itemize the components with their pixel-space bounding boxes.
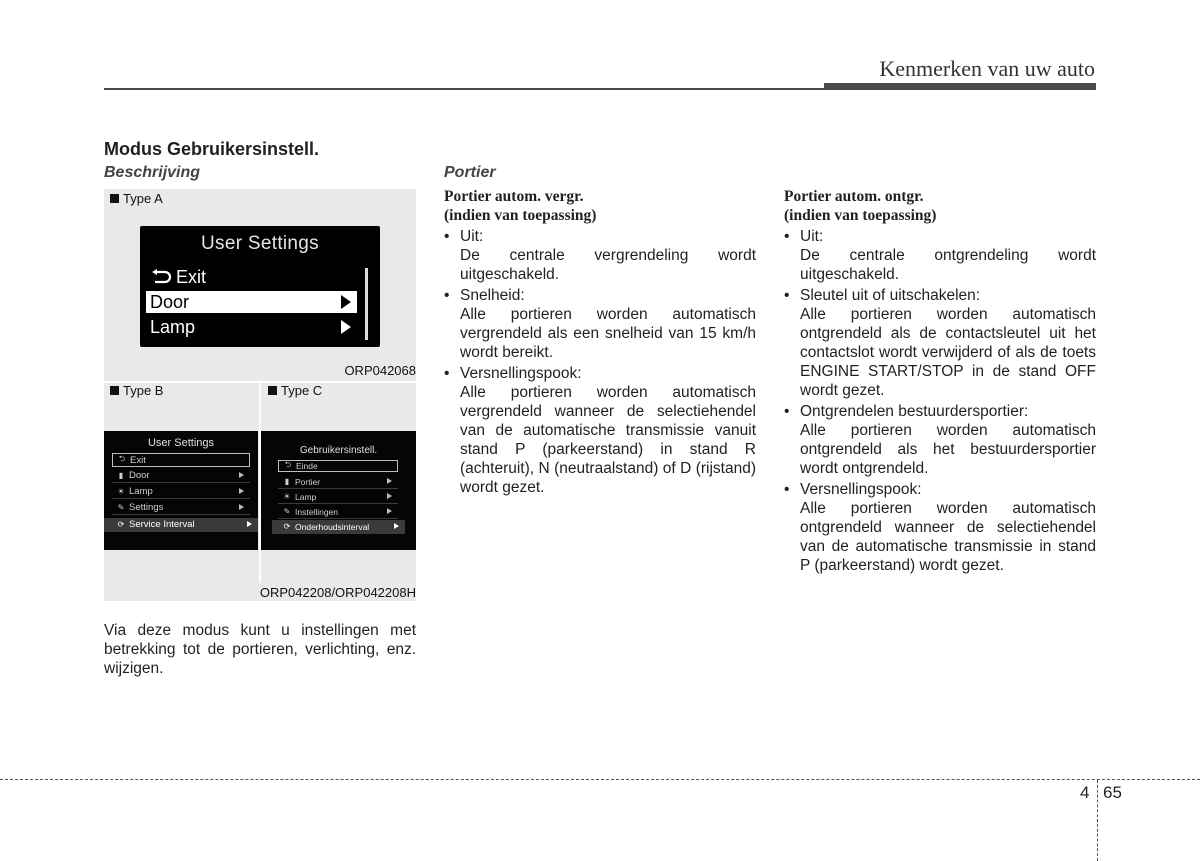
screen-b-menu-lamp-label: Lamp — [129, 486, 153, 497]
chevron-right-icon — [394, 523, 399, 529]
list-item-text: Alle portieren worden automatisch ontgrendeld wanneer de selectiehendel van de automatische transmissie in stand P (parkeerstand) wordt gezet. — [800, 500, 1096, 574]
right-list — [784, 227, 1096, 575]
screen-a-menu-lamp-label: Lamp — [150, 316, 196, 337]
screen-c-menu-lamp — [278, 490, 398, 504]
service-cycle-icon: ⟳ — [283, 522, 291, 531]
list-item-text: Alle portieren worden automatisch vergrendeld als een snelheid van 15 km/h wordt bereikt. — [460, 306, 756, 361]
middle-heading — [444, 187, 756, 225]
figure-c-label — [268, 383, 322, 398]
screen-b-menu-door-label: Door — [129, 470, 150, 481]
right-heading — [784, 187, 1096, 225]
screen-c-menu-lamp-label: Lamp — [295, 491, 317, 502]
list-item-text: Alle portieren worden automatisch ontgrendeld als het bestuurdersportier wordt ontgrendeld. — [800, 422, 1096, 477]
list-item-text: De centrale vergrendeling wordt uitgeschakeld. — [460, 247, 756, 283]
screen-c-menu-onderhoudsinterval — [272, 520, 405, 534]
lamp-icon: ☀ — [283, 492, 291, 501]
screen-a-menu-exit — [146, 266, 357, 288]
middle-list — [444, 227, 756, 497]
figure-b-label-text: Type B — [123, 383, 164, 398]
wrench-icon: ✎ — [117, 503, 125, 512]
chevron-right-icon — [247, 521, 252, 527]
screen-b-menu-service-interval — [104, 518, 258, 532]
bullet-icon: • — [784, 403, 790, 420]
back-arrow-icon: ⮌ — [118, 454, 126, 463]
chevron-right-icon — [387, 478, 392, 484]
list-item — [784, 402, 1096, 421]
chapter-number: 4 — [1080, 783, 1090, 802]
footer-rule — [0, 779, 1200, 780]
door-icon: ▮ — [284, 477, 290, 486]
screen-c-menu-portier-label: Portier — [295, 476, 321, 487]
screen-c-menu-einde — [278, 460, 398, 472]
screen-b-menu-door — [112, 469, 250, 483]
figure-a-label — [110, 191, 163, 206]
middle-heading-line2: (indien van toepassing) — [444, 207, 597, 224]
screen-a-menu-lamp — [146, 316, 357, 338]
door-icon: ▮ — [118, 471, 124, 480]
screen-b-menu-settings-label: Settings — [129, 502, 164, 513]
screen-b-menu-lamp — [112, 485, 250, 499]
back-arrow-icon: ⮌ — [284, 460, 292, 469]
screen-a-title: User Settings — [201, 233, 319, 254]
chevron-right-icon — [387, 493, 392, 499]
square-bullet-icon — [268, 386, 277, 395]
screen-c-menu-instellingen-label: Instellingen — [295, 506, 339, 517]
page-number: 65 — [1103, 783, 1122, 802]
display-screen-type-b — [104, 431, 258, 550]
right-heading-line1: Portier autom. ontgr. — [784, 188, 924, 205]
list-item — [444, 286, 756, 305]
chevron-right-icon — [239, 488, 244, 494]
list-item-label: Snelheid: — [460, 287, 525, 304]
section-title: Modus Gebruikersinstell. — [104, 139, 320, 159]
screen-c-menu-portier — [278, 475, 398, 489]
screen-c-menu-einde-label: Einde — [296, 461, 318, 471]
list-item-label: Sleutel uit of uitschakelen: — [800, 287, 981, 304]
square-bullet-icon — [110, 194, 119, 203]
subheading-portier: Portier — [444, 164, 496, 181]
scrollbar-indicator — [365, 268, 368, 340]
bullet-icon: • — [444, 365, 450, 382]
list-item — [784, 480, 1096, 499]
list-item-label: Ontgrendelen bestuurdersportier: — [800, 403, 1029, 420]
bullet-icon: • — [784, 228, 790, 245]
bullet-icon: • — [784, 287, 790, 304]
figure-bc-code: ORP042208/ORP042208H — [259, 585, 416, 600]
header-rule-accent — [824, 83, 1096, 90]
footer-divider — [1097, 780, 1098, 861]
figure-b-label — [110, 383, 163, 398]
screen-b-menu-settings — [112, 501, 250, 515]
display-screen-type-a — [140, 226, 380, 347]
figure-a-code: ORP042068 — [344, 363, 416, 378]
list-item — [444, 227, 756, 246]
list-item — [784, 286, 1096, 305]
right-heading-line2: (indien van toepassing) — [784, 207, 937, 224]
list-item — [784, 227, 1096, 246]
subheading-beschrijving: Beschrijving — [104, 164, 201, 181]
screen-c-menu-onderhoudsinterval-label: Onderhoudsinterval — [295, 521, 370, 532]
chevron-right-icon — [387, 508, 392, 514]
lamp-icon: ☀ — [117, 487, 125, 496]
bullet-icon: • — [444, 287, 450, 304]
screen-b-title: User Settings — [147, 437, 215, 449]
figure-c-label-text: Type C — [281, 383, 323, 398]
list-item-label: Uit: — [460, 228, 484, 245]
screen-a-menu-door — [146, 291, 357, 313]
chevron-right-icon — [239, 504, 244, 510]
square-bullet-icon — [110, 386, 119, 395]
screen-a-menu-door-label: Door — [150, 291, 190, 312]
service-cycle-icon: ⟳ — [117, 520, 125, 529]
figure-a-label-text: Type A — [123, 191, 163, 206]
list-item-label: Versnellingspook: — [800, 481, 922, 498]
chevron-right-icon — [341, 320, 351, 334]
list-item — [444, 364, 756, 383]
chevron-right-icon — [341, 295, 351, 309]
wrench-icon: ✎ — [283, 507, 291, 516]
screen-b-menu-exit-label: Exit — [130, 454, 146, 466]
list-item-text: De centrale ontgrendeling wordt uitgeschakeld. — [800, 247, 1096, 283]
screen-b-menu-service-interval-label: Service Interval — [129, 519, 195, 530]
list-item-text: Alle portieren worden automatisch ontgrendeld als de contactsleutel uit het contactslot wordt verwijderd of als de toets ENGINE START/STOP in de stand OFF wordt gezet. — [800, 306, 1096, 399]
bullet-icon: • — [444, 228, 450, 245]
middle-heading-line1: Portier autom. vergr. — [444, 188, 584, 205]
chevron-right-icon — [239, 472, 244, 478]
screen-b-menu-exit — [112, 453, 250, 467]
list-item-text: Alle portieren worden automatisch vergrendeld wanneer de selectiehendel van de automatische transmissie vanuit stand P (parkeerstand) in stand R (achteruit), N (neutraalstand) of D (rijstand) wordt gezet. — [460, 384, 756, 496]
bullet-icon: • — [784, 481, 790, 498]
screen-c-menu-instellingen — [278, 505, 398, 519]
display-screen-type-c — [261, 431, 416, 550]
screen-c-title: Gebruikersinstell. — [299, 445, 378, 456]
list-item-label: Versnellingspook: — [460, 365, 582, 382]
list-item-label: Uit: — [800, 228, 824, 245]
running-header-title: Kenmerken van uw auto — [879, 56, 1095, 81]
intro-paragraph: Via deze modus kunt u instellingen met betrekking tot de portieren, verlichting, enz. wijzigen. — [104, 622, 416, 677]
screen-a-menu-exit-label: Exit — [176, 266, 207, 287]
back-arrow-icon — [150, 269, 172, 285]
